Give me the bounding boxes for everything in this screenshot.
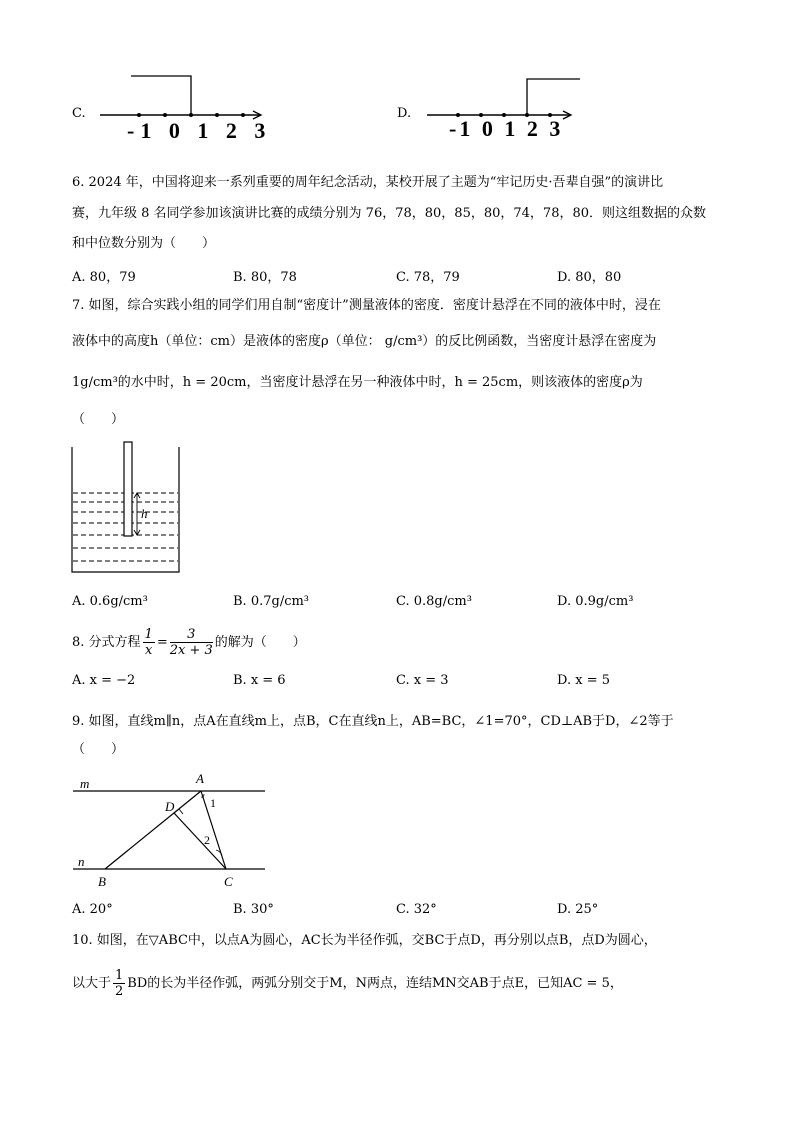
q10-line1: 10. 如图，在▽ABC中，以点A为圆心，AC长为半径作弧，交BC于点D，再分别以点B，点D为圆心， [72,933,657,948]
label-m: m [80,776,90,791]
q8-suffix: 的解为（ ） [214,635,306,650]
q9-line2: （ ） [72,742,125,757]
q8-option-d: D. x = 5 [557,673,610,688]
q8-prefix: 8. 分式方程 [72,635,141,650]
q8-fraction-2: $\frac{3}{2x + 3}$ [169,627,213,658]
q8-equals: = [156,635,168,650]
label-c: C [224,874,233,889]
option-d-label: D. [397,106,412,121]
q7-line4: （ ） [72,412,125,427]
angle-1-label: 1 [210,796,216,810]
q10-prefix: 以大于 [72,976,112,991]
q6-option-d: D. 80，80 [557,270,622,285]
q6-option-c: C. 78，79 [396,270,460,285]
q7-line2: 液体中的高度h（单位：cm）是液体的密度ρ（单位： g/cm³）的反比例函数，当密度计悬浮在密度为 [72,334,657,349]
q7-option-a: A. 0.6g/cm³ [72,594,148,609]
q9-line1: 9. 如图，直线m∥n，点A在直线m上，点B，C在直线n上，AB=BC，∠1=70°，CD⊥AB于D，∠2等于 [72,714,674,729]
angle-2-label: 2 [204,833,210,847]
q7-line3: 1g/cm³的水中时，h = 20cm，当密度计悬浮在另一种液体中时，h = 25cm，则该液体的密度ρ为 [72,375,643,390]
label-b: B [98,874,106,889]
q10-suffix: BD的长为半径作弧，两弧分别交于M，N两点，连结MN交AB于点E，已知AC = 5， [127,976,623,991]
q9-option-a: A. 20° [72,902,113,917]
q9-option-c: C. 32° [396,902,437,917]
q8-equation [72,627,306,658]
q9-option-b: B. 30° [233,902,274,917]
label-a: A [196,771,204,786]
q8-fraction-1: $\frac{1}{x}$ [144,627,153,658]
q8-option-a: A. x = −2 [72,673,136,688]
q8-option-c: C. x = 3 [396,673,449,688]
q6-option-a: A. 80，79 [72,270,136,285]
h-label: h [141,506,148,521]
q7-option-d: D. 0.9g/cm³ [557,594,634,609]
q6-line2: 赛，九年级 8 名同学参加该演讲比赛的成绩分别为 76，78，80，85，80，74，78，80．则这组数据的众数 [72,206,707,221]
number-line-d-ticks: -1 0 1 2 3 [449,116,564,141]
q7-option-c: C. 0.8g/cm³ [396,594,472,609]
q7-option-b: B. 0.7g/cm³ [233,594,310,609]
q7-line1: 7. 如图，综合实践小组的同学们用自制“密度计”测量液体的密度．密度计悬浮在不同的液体中时，浸在 [72,298,661,313]
q9-option-d: D. 25° [557,902,599,917]
q6-option-b: B. 80，78 [233,270,297,285]
option-c-label: C. [72,106,86,121]
hydrometer-figure [70,440,185,576]
q8-option-b: B. x = 6 [233,673,286,688]
q6-line1: 6. 2024 年，中国将迎来一系列重要的周年纪念活动，某校开展了主题为“牢记历史·吾辈自强”的演讲比 [72,175,664,190]
q10-line2 [72,968,623,999]
q10-half-fraction: $\frac{1}{2}$ [115,968,124,999]
label-n: n [78,854,85,869]
parallel-lines-figure [70,770,270,890]
label-d: D [165,799,175,814]
number-line-c-ticks: -1 0 1 2 3 [127,118,272,143]
q6-line3: 和中位数分别为（ ） [72,236,216,251]
